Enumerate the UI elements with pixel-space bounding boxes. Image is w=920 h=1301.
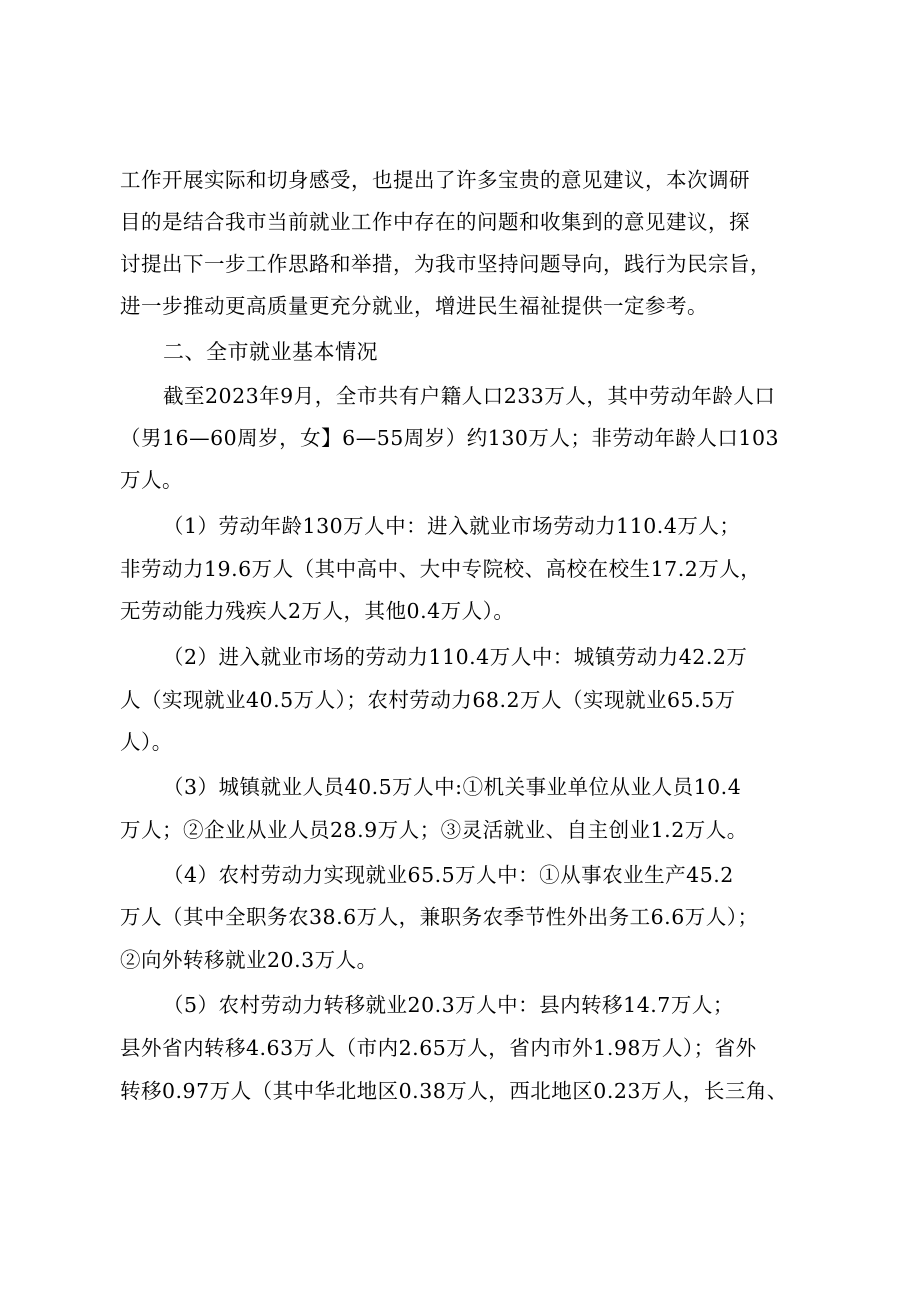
intro-line-2: 目的是结合我市当前就业工作中存在的问题和收集到的意见建议，探	[120, 210, 750, 234]
item-1-line-3: 无劳动能力残疾人2万人，其他0.4万人）。	[120, 599, 515, 623]
item-2-line-3: 人）。	[120, 730, 173, 754]
overview-line-3: 万人。	[120, 468, 183, 492]
item-2-line-2: 人（实现就业40.5万人）；农村劳动力68.2万人（实现就业65.5万	[120, 688, 736, 712]
intro-line-4: 进一步推动更高质量更充分就业，增进民生福祉提供一定参考。	[120, 294, 708, 318]
item-5-line-3: 转移0.97万人（其中华北地区0.38万人，西北地区0.23万人，长三角、	[120, 1079, 788, 1103]
intro-line-1: 工作开展实际和切身感受，也提出了许多宝贵的意见建议，本次调研	[120, 168, 750, 192]
section-heading: 二、全市就业基本情况	[163, 340, 378, 364]
item-3-line-1: （3）城镇就业人员40.5万人中:①机关事业单位从业人员10.4	[163, 775, 742, 799]
item-5-line-2: 县外省内转移4.63万人（市内2.65万人，省内市外1.98万人）；省外	[120, 1036, 757, 1060]
item-3-line-2: 万人；②企业从业人员28.9万人；③灵活就业、自主创业1.2万人。	[120, 818, 748, 842]
intro-line-3: 讨提出下一步工作思路和举措，为我市坚持问题导向，践行为民宗旨，	[120, 252, 771, 276]
item-4-line-3: ②向外转移就业20.3万人。	[120, 948, 378, 972]
item-4-line-1: （4）农村劳动力实现就业65.5万人中：①从事农业生产45.2	[163, 863, 734, 887]
item-2-line-1: （2）进入就业市场的劳动力110.4万人中：城镇劳动力42.2万	[163, 645, 748, 669]
item-5-line-1: （5）农村劳动力转移就业20.3万人中：县内转移14.7万人；	[163, 993, 734, 1017]
overview-line-1: 截至2023年9月，全市共有户籍人口233万人，其中劳动年龄人口	[163, 384, 776, 408]
item-1-line-1: （1）劳动年龄130万人中：进入就业市场劳动力110.4万人；	[163, 514, 741, 538]
item-1-line-2: 非劳动力19.6万人（其中高中、大中专院校、高校在校生17.2万人，	[120, 557, 762, 581]
item-4-line-2: 万人（其中全职务农38.6万人，兼职务农季节性外出务工6.6万人）；	[120, 905, 759, 929]
overview-line-2: （男16—60周岁，女】6—55周岁）约130万人；非劳动年龄人口103	[120, 426, 780, 450]
